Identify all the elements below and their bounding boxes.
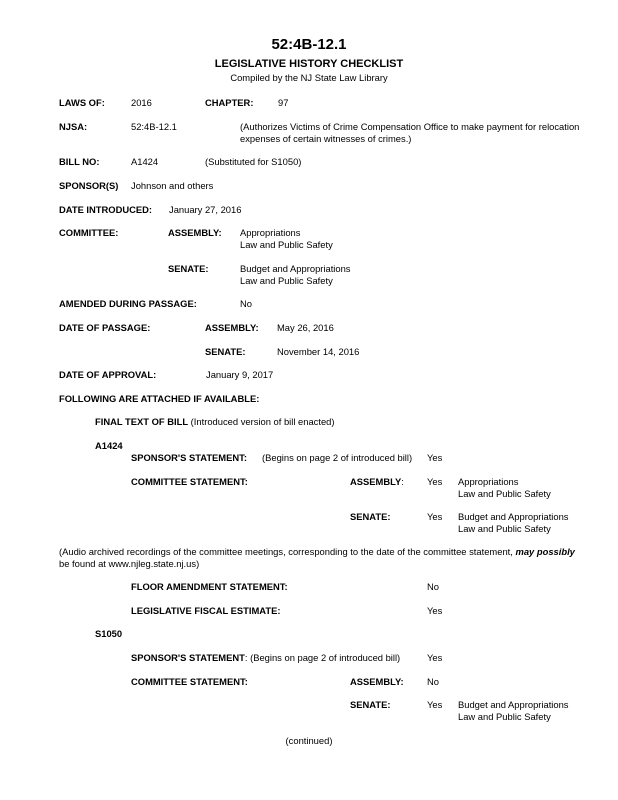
audio-note-line1 [59, 546, 575, 558]
bill-no-value: A1424 [131, 156, 159, 167]
s1050-heading: S1050 [95, 628, 123, 639]
floor-amendment-value: No [427, 581, 439, 592]
document-subtitle: Compiled by the NJ State Law Library [230, 72, 388, 83]
attached-heading: FOLLOWING ARE ATTACHED IF AVAILABLE: [59, 393, 260, 404]
sponsors-value: Johnson and others [131, 180, 214, 191]
floor-amendment-label: FLOOR AMENDMENT STATEMENT: [131, 581, 288, 592]
audio-note-text: (Audio archived recordings of the committee meetings, corresponding to the date of the committee statement, [59, 546, 516, 557]
passage-assembly-date: May 26, 2016 [277, 322, 334, 333]
s1050-sponsor-statement-row [131, 652, 400, 664]
amended-value: No [240, 298, 252, 309]
a1424-sponsor-statement-note: (Begins on page 2 of introduced bill) [262, 452, 413, 463]
a1424-sponsor-statement-value: Yes [427, 452, 443, 463]
s1050-sponsor-statement-value: Yes [427, 652, 443, 663]
a1424-senate-committee-1: Budget and Appropriations [458, 511, 569, 522]
a1424-sponsor-statement-label: SPONSOR'S STATEMENT: [131, 452, 247, 463]
bill-no-note: (Substituted for S1050) [205, 156, 302, 167]
a1424-heading: A1424 [95, 440, 123, 451]
committee-senate-2: Law and Public Safety [240, 275, 333, 286]
a1424-assembly-value: Yes [427, 476, 443, 487]
committee-assembly-label: ASSEMBLY: [168, 227, 222, 238]
s1050-sponsor-statement-label: SPONSOR'S STATEMENT [131, 652, 245, 663]
committee-assembly-2: Law and Public Safety [240, 239, 333, 250]
committee-label: COMMITTEE: [59, 227, 119, 238]
date-of-passage-label: DATE OF PASSAGE: [59, 322, 151, 333]
s1050-sponsor-statement-note: : (Begins on page 2 of introduced bill) [244, 652, 401, 663]
s1050-senate-committee-1: Budget and Appropriations [458, 699, 569, 710]
date-introduced-value: January 27, 2016 [169, 204, 242, 215]
date-introduced-label: DATE INTRODUCED: [59, 204, 153, 215]
laws-of-label: LAWS OF: [59, 97, 105, 108]
a1424-assembly-colon: : [401, 476, 404, 487]
continued-note: (continued) [285, 735, 333, 746]
bill-no-label: BILL NO: [59, 156, 100, 167]
document-title: LEGISLATIVE HISTORY CHECKLIST [214, 58, 404, 70]
laws-of-year: 2016 [131, 97, 152, 108]
sponsors-label: SPONSOR(S) [59, 180, 119, 191]
amended-label: AMENDED DURING PASSAGE: [59, 298, 197, 309]
a1424-assembly-label: ASSEMBLY [350, 476, 402, 487]
a1424-senate-label: SENATE: [350, 511, 391, 522]
njsa-value: 52:4B-12.1 [131, 121, 177, 132]
chapter-value: 97 [278, 97, 289, 108]
a1424-assembly-committee-1: Appropriations [458, 476, 519, 487]
s1050-assembly-label: ASSEMBLY: [350, 676, 404, 687]
a1424-committee-statement-label: COMMITTEE STATEMENT: [131, 476, 248, 487]
final-text-note: (Introduced version of bill enacted) [190, 416, 335, 427]
audio-note-line2: be found at www.njleg.state.nj.us) [59, 558, 200, 569]
committee-assembly-1: Appropriations [240, 227, 301, 238]
a1424-senate-value: Yes [427, 511, 443, 522]
date-of-approval-value: January 9, 2017 [206, 369, 274, 380]
citation-title: 52:4B-12.1 [271, 36, 347, 53]
njsa-description-line2: expenses of certain witnesses of crimes.) [240, 133, 412, 144]
a1424-assembly-committee-2: Law and Public Safety [458, 488, 551, 499]
final-text-label: FINAL TEXT OF BILL [95, 416, 189, 427]
fiscal-estimate-label: LEGISLATIVE FISCAL ESTIMATE: [131, 605, 281, 616]
chapter-label: CHAPTER: [205, 97, 254, 108]
date-of-approval-label: DATE OF APPROVAL: [59, 369, 157, 380]
s1050-assembly-value: No [427, 676, 439, 687]
s1050-senate-committee-2: Law and Public Safety [458, 711, 551, 722]
audio-note-emphasis: may possibly [515, 546, 575, 557]
njsa-label: NJSA: [59, 121, 88, 132]
njsa-description-line1: (Authorizes Victims of Crime Compensation Office to make payment for relocation [240, 121, 580, 132]
passage-assembly-label: ASSEMBLY: [205, 322, 259, 333]
s1050-committee-statement-label: COMMITTEE STATEMENT: [131, 676, 248, 687]
s1050-senate-label: SENATE: [350, 699, 391, 710]
fiscal-estimate-value: Yes [427, 605, 443, 616]
committee-senate-label: SENATE: [168, 263, 209, 274]
a1424-assembly-label-row [350, 476, 404, 488]
a1424-senate-committee-2: Law and Public Safety [458, 523, 551, 534]
passage-senate-label: SENATE: [205, 346, 246, 357]
s1050-senate-value: Yes [427, 699, 443, 710]
final-text-row [95, 416, 335, 428]
committee-senate-1: Budget and Appropriations [240, 263, 351, 274]
passage-senate-date: November 14, 2016 [277, 346, 360, 357]
